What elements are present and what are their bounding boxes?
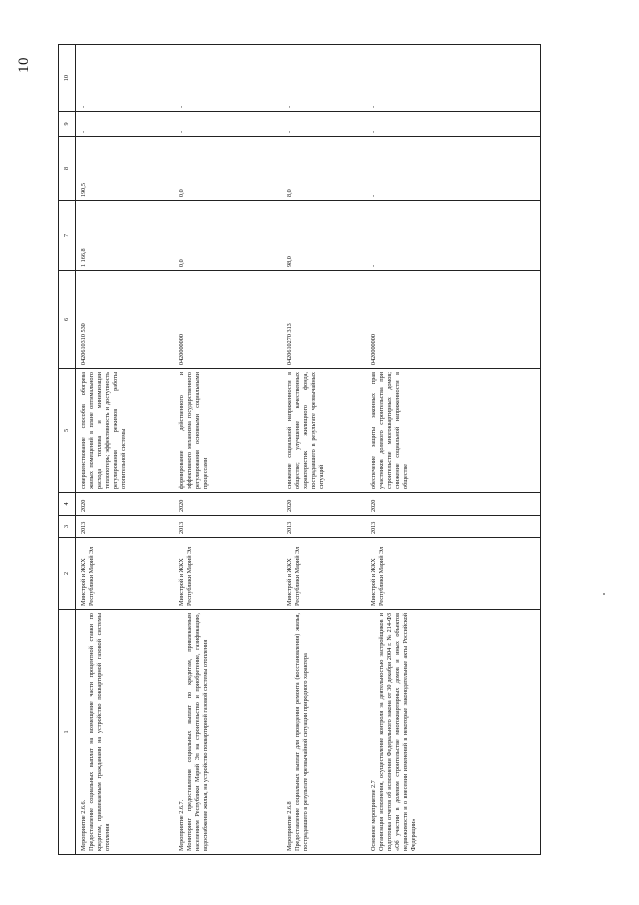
value-cell-col10: - <box>174 45 282 112</box>
value-cell-col7: 1 166,8 <box>76 201 175 271</box>
budget-code-cell: 0420000000 <box>366 271 541 369</box>
measure-title: Мероприятие 2.6.8 <box>286 801 293 851</box>
table-row <box>282 45 366 855</box>
executor-cell: Минстрой и ЖКХ Республики Марий Эл <box>174 538 282 610</box>
measure-cell <box>282 610 366 855</box>
measure-cell <box>174 610 282 855</box>
value-cell-col7: 98,0 <box>282 201 366 271</box>
value-cell-col9: - <box>366 112 541 137</box>
start-year-cell: 2013 <box>282 516 366 538</box>
expected-result-text: формирование действенного и эффективного механизма государственного регулирования основными социальными процессами <box>178 372 209 489</box>
start-year-cell: 2013 <box>174 516 282 538</box>
expected-result-text: обеспечение защиты законных прав участников долевого строительства при строительстве многоквартирных домов; снижение социальной напряженности в обществе <box>370 372 409 489</box>
measure-cell <box>366 610 541 855</box>
table-row <box>174 45 282 855</box>
table-row <box>76 45 175 855</box>
value-cell-col9: - <box>282 112 366 137</box>
page-number: 10 <box>16 57 32 73</box>
budget-code-cell: 0420000000 <box>174 271 282 369</box>
expected-result-cell <box>282 369 366 493</box>
value-cell-col8: - <box>366 137 541 201</box>
column-header-3: 3 <box>59 516 76 538</box>
expected-result-cell <box>366 369 541 493</box>
expected-result-cell <box>174 369 282 493</box>
value-cell-col10: - <box>282 45 366 112</box>
program-measures-table <box>58 44 541 855</box>
expected-result-text: снижение социальной напряженности в обществе; улучшение качественных характеристик жилищного фонда, пострадавшего в результате чрезвычайных ситуаций <box>286 372 325 489</box>
budget-code-cell: 0420610270 313 <box>282 271 366 369</box>
header-row <box>59 45 76 855</box>
measure-title: Мероприятие 2.6.6. <box>80 799 87 851</box>
value-cell-col10: - <box>76 45 175 112</box>
expected-result-cell <box>76 369 175 493</box>
value-cell-col10: - <box>366 45 541 112</box>
executor-cell: Минстрой и ЖКХ Республики Марий Эл <box>282 538 366 610</box>
value-cell-col9: - <box>174 112 282 137</box>
expected-result-text: совершенствование способов обогрева жилых помещений в плане оптимального расхода топлива и минимизации теплопотерь; эффективность и доступность регулирования режимов работы отопительной системы <box>80 372 127 489</box>
measure-title: Основное мероприятие 2.7 <box>370 780 377 851</box>
budget-code-cell: 0420610310 530 <box>76 271 175 369</box>
executor-cell: Минстрой и ЖКХ Республики Марий Эл <box>366 538 541 610</box>
column-header-4: 4 <box>59 493 76 516</box>
start-year-cell: 2013 <box>76 516 175 538</box>
end-year-cell: 2020 <box>282 493 366 516</box>
column-header-7: 7 <box>59 201 76 271</box>
column-header-6: 6 <box>59 271 76 369</box>
table-header <box>59 45 76 855</box>
value-cell-col7: - <box>366 201 541 271</box>
column-header-5: 5 <box>59 369 76 493</box>
table-body <box>76 45 541 855</box>
end-year-cell: 2020 <box>366 493 541 516</box>
value-cell-col7: 0,0 <box>174 201 282 271</box>
measure-description: Мониторинг предоставления социальных выплат по кредитам, привлекаемым населением Республики Марий Эл на строительство и приобретение, газификацию, водоснабжение жилья, на устройство поквартирной газовой системы отопления <box>185 613 209 851</box>
column-header-10: 10 <box>59 45 76 112</box>
executor-cell: Минстрой и ЖКХ Республики Марий Эл <box>76 538 175 610</box>
scan-speck <box>603 593 605 595</box>
column-header-9: 9 <box>59 112 76 137</box>
value-cell-col8: 0,0 <box>174 137 282 201</box>
measure-description: Предоставление социальных выплат на возмещение части процентной ставки по кредитам, привлекаемым гражданами на устройство поквартирной газовой системы отопления <box>87 613 111 851</box>
end-year-cell: 2020 <box>76 493 175 516</box>
column-header-8: 8 <box>59 137 76 201</box>
end-year-cell: 2020 <box>174 493 282 516</box>
measure-cell <box>76 610 175 855</box>
measure-description: Предоставление социальных выплат для проведения ремонта (восстановления) жилья, пострадавшего в результате чрезвычайной ситуации природного характера <box>293 613 309 851</box>
table-row <box>366 45 541 855</box>
column-header-1: 1 <box>59 610 76 855</box>
start-year-cell: 2013 <box>366 516 541 538</box>
value-cell-col9: - <box>76 112 175 137</box>
column-header-2: 2 <box>59 538 76 610</box>
measure-description: Организация исполнения, осуществление контроля за деятельностью застройщиков и подготовка отчетов об исполнении Федерального закона от 30 декабря 2004 г. № 214-ФЗ «Об участии в долевом строительстве многоквартирных домов и иных объектов недвижимости и о внесении изменений в некоторые законодательные акты Российской Федерации» <box>377 613 417 851</box>
value-cell-col8: 190,5 <box>76 137 175 201</box>
value-cell-col8: 8,0 <box>282 137 366 201</box>
measure-title: Мероприятие 2.6.7. <box>178 799 185 851</box>
